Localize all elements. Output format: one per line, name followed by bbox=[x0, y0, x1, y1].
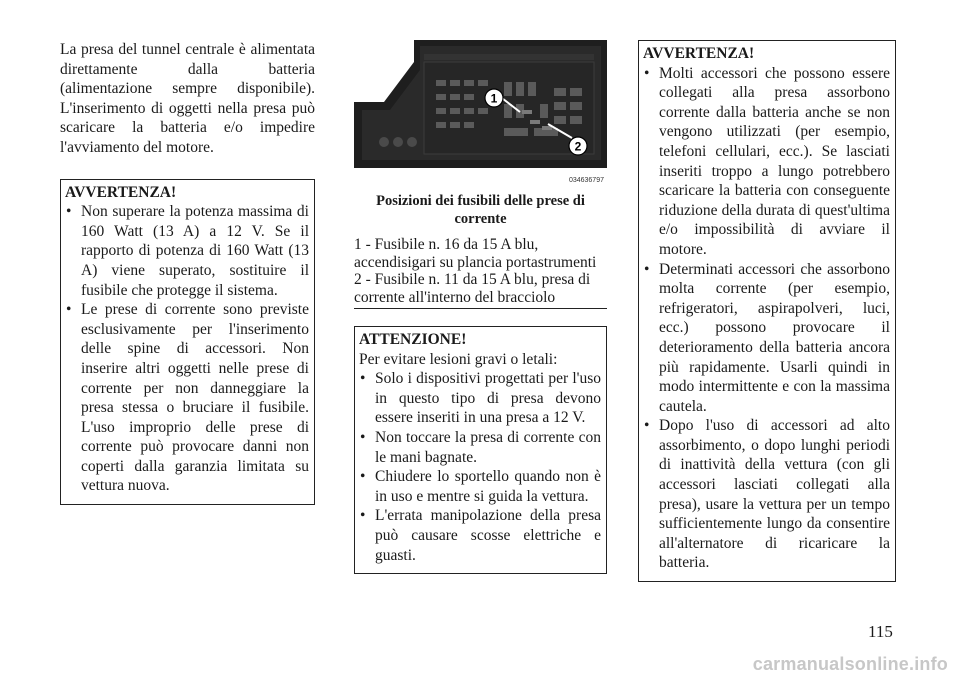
caution-item: • Non toccare la presa di corrente con le mani bagnate. bbox=[359, 428, 601, 467]
caution-list bbox=[359, 369, 601, 565]
fuse-box-figure bbox=[354, 40, 607, 190]
caution-title: ATTENZIONE! bbox=[359, 331, 467, 348]
warning-item: • Molti accessori che possono essere collegati alla presa assorbono corrente dalla batteria anche se non vengono utilizzati (per esempio, telefoni cellulari, ecc.). Se lasciati inseriti troppo a lungo potrebbero scaricare la batteria con conseguente riduzione della durata di quest'ultima e/o impossibilità di avviare il motore. bbox=[643, 64, 890, 260]
warning-list bbox=[643, 64, 890, 573]
warning-title: AVVERTENZA! bbox=[643, 45, 755, 62]
left-column bbox=[60, 40, 315, 505]
caution-intro: Per evitare lesioni gravi o letali: bbox=[359, 350, 558, 368]
legend-item-1: 1 - Fusibile n. 16 da 15 A blu, accendisigari su plancia portastrumenti bbox=[354, 236, 597, 271]
caution-box bbox=[354, 326, 607, 574]
middle-column bbox=[354, 40, 607, 574]
page-number: 115 bbox=[868, 622, 893, 641]
figure-caption: Posizioni dei fusibili delle prese di corrente bbox=[376, 193, 585, 227]
fuse-legend bbox=[354, 236, 607, 306]
caution-item: • L'errata manipolazione della presa può causare scosse elettriche e guasti. bbox=[359, 506, 601, 565]
intro-paragraph: La presa del tunnel centrale è alimentata direttamente dalla batteria (alimentazione sempre disponibile). L'inserimento di oggetti nella presa può scaricare la batteria e/o impedire l'avviamento del motore. bbox=[60, 41, 315, 156]
figure-code: 034636797 bbox=[568, 177, 604, 184]
warning-item: • Dopo l'uso di accessori ad alto assorbimento, o dopo lunghi periodi di inattività della vettura (con gli accessori lasciati collegati alla presa), usare la vettura per un tempo sufficientemente lungo da consentire all'alternatore di ricaricare la batteria. bbox=[643, 416, 890, 573]
right-column bbox=[638, 40, 896, 582]
callout-2-label: 2 bbox=[574, 139, 582, 154]
fuse-box-photo bbox=[354, 40, 607, 190]
legend-item-2: 2 - Fusibile n. 11 da 15 A blu, presa di corrente all'interno del bracciolo bbox=[354, 271, 591, 306]
caution-item: • Solo i dispositivi progettati per l'uso in questo tipo di presa devono essere inseriti in una presa a 12 V. bbox=[359, 369, 601, 428]
caution-item: • Chiudere lo sportello quando non è in uso e mentre si guida la vettura. bbox=[359, 467, 601, 506]
callout-1-label: 1 bbox=[490, 91, 498, 106]
warning-item: • Determinati accessori che assorbono molta corrente (per esempio, refrigeratori, aspirapolveri, luci, ecc.) possono provocare il deterioramento della batteria ancora più rapidamente. Usarli quindi in modo intermittente e con la massima cautela. bbox=[643, 260, 890, 417]
section-divider bbox=[354, 308, 607, 309]
warning-box-right bbox=[638, 40, 896, 582]
watermark-text: carmanualsonline.info bbox=[752, 654, 948, 674]
warning-title: AVVERTENZA! bbox=[65, 183, 177, 201]
warning-box-left bbox=[60, 179, 315, 506]
warning-list bbox=[65, 202, 309, 496]
warning-item: • Non superare la potenza massima di 160 Watt (13 A) a 12 V. Se il rapporto di potenza di 160 Watt (13 A) viene superato, sostituire il fusibile che protegge il sistema. bbox=[65, 202, 309, 300]
warning-item: • Le prese di corrente sono previste esclusivamente per l'inserimento delle spine di accessori. Non inserire altri oggetti nelle prese di corrente per non danneggiare la presa stessa o bruciare il fusibile. L'uso improprio delle prese di corrente può provocare danni non coperti dalla garanzia limitata su vettura nuova. bbox=[65, 300, 309, 496]
